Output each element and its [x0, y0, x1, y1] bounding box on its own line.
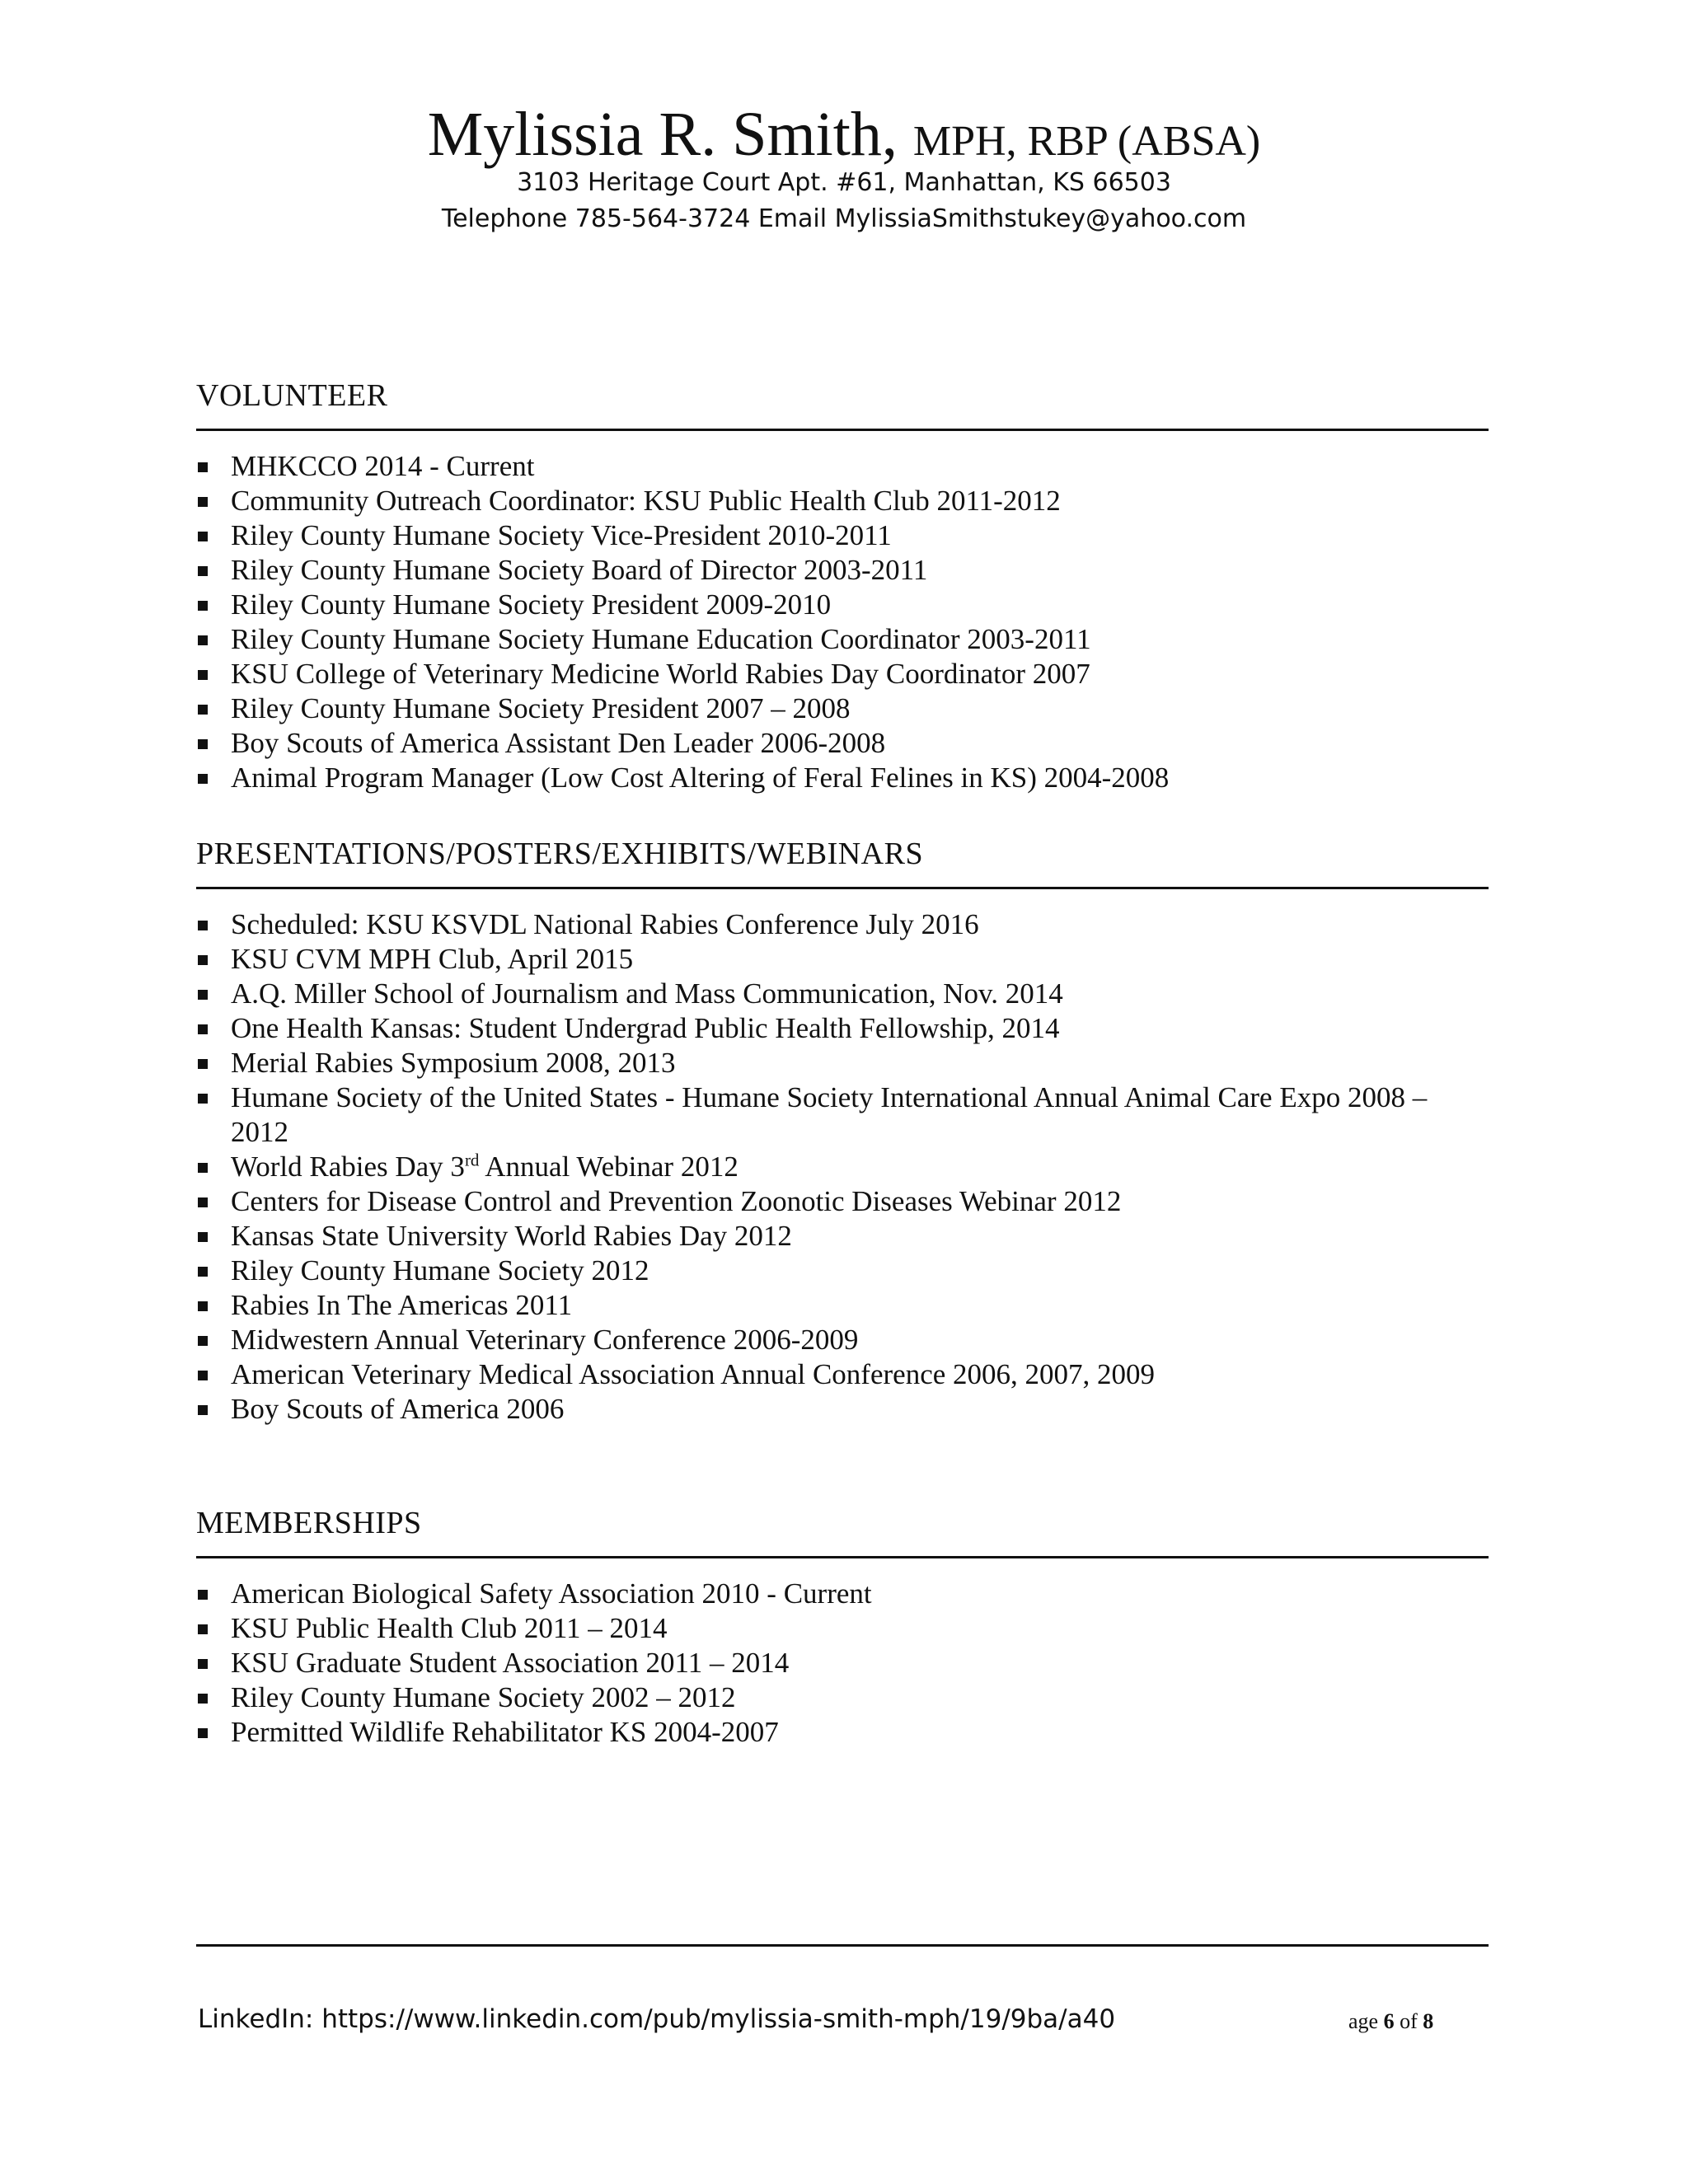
address: 3103 Heritage Court Apt. #61, Manhattan, KS 66503	[517, 168, 1171, 197]
list-item: Permitted Wildlife Rehabilitator KS 2004-2007	[196, 1715, 1489, 1750]
bullet-icon	[198, 1094, 208, 1104]
section-divider	[196, 1556, 1489, 1558]
bullet-icon	[198, 1163, 208, 1173]
bullet-icon	[198, 1624, 208, 1634]
bullet-icon	[198, 705, 208, 715]
bullet-icon	[198, 1659, 208, 1669]
list-item: KSU CVM MPH Club, April 2015	[196, 942, 1489, 977]
list-item: Boy Scouts of America 2006	[196, 1392, 1489, 1427]
list-item: World Rabies Day 3rd Annual Webinar 2012	[196, 1150, 1489, 1184]
bullet-icon	[198, 635, 208, 645]
list-item: Humane Society of the United States - Humane Society International Annual Animal Care Expo 2008 – 2012	[196, 1080, 1489, 1150]
contact-info: Telephone 785-564-3724 Email MylissiaSmithstukey@yahoo.com	[441, 204, 1247, 233]
bullet-icon	[198, 1371, 208, 1380]
list-item: Community Outreach Coordinator: KSU Public Health Club 2011-2012	[196, 484, 1489, 518]
list-item: Boy Scouts of America Assistant Den Leader 2006-2008	[196, 726, 1489, 761]
list-item: American Veterinary Medical Association Annual Conference 2006, 2007, 2009	[196, 1357, 1489, 1392]
presentations-list	[196, 907, 1489, 1427]
list-item: American Biological Safety Association 2010 - Current	[196, 1577, 1489, 1611]
section-memberships	[196, 1503, 1489, 1750]
section-title-memberships: MEMBERSHIPS	[196, 1506, 422, 1540]
bullet-icon	[198, 1197, 208, 1207]
bullet-icon	[198, 955, 208, 965]
candidate-name: Mylissia R. Smith,	[427, 100, 898, 169]
bullet-icon	[198, 532, 208, 541]
list-item: Riley County Humane Society 2002 – 2012	[196, 1680, 1489, 1715]
section-presentations	[196, 834, 1489, 1427]
list-item: One Health Kansas: Student Undergrad Public Health Fellowship, 2014	[196, 1011, 1489, 1046]
list-item: Scheduled: KSU KSVDL National Rabies Conference July 2016	[196, 907, 1489, 942]
bullet-icon	[198, 990, 208, 1000]
list-item: Animal Program Manager (Low Cost Altering of Feral Felines in KS) 2004-2008	[196, 761, 1489, 795]
bullet-icon	[198, 1405, 208, 1415]
list-item: Riley County Humane Society 2012	[196, 1254, 1489, 1288]
bullet-icon	[198, 739, 208, 749]
bullet-icon	[198, 1336, 208, 1346]
section-divider	[196, 887, 1489, 889]
list-item: KSU College of Veterinary Medicine World Rabies Day Coordinator 2007	[196, 657, 1489, 691]
bullet-icon	[198, 921, 208, 930]
section-volunteer	[196, 376, 1489, 795]
bullet-icon	[198, 1694, 208, 1704]
list-item: Riley County Humane Society Humane Education Coordinator 2003-2011	[196, 622, 1489, 657]
list-item: A.Q. Miller School of Journalism and Mass Communication, Nov. 2014	[196, 977, 1489, 1011]
bullet-icon	[198, 774, 208, 784]
list-item: KSU Public Health Club 2011 – 2014	[196, 1611, 1489, 1646]
list-item: Riley County Humane Society Vice-President 2010-2011	[196, 518, 1489, 553]
bullet-icon	[198, 1590, 208, 1600]
bullet-icon	[198, 566, 208, 576]
linkedin-link[interactable]: LinkedIn: https://www.linkedin.com/pub/mylissia-smith-mph/19/9ba/a40	[198, 2004, 1116, 2034]
list-item: KSU Graduate Student Association 2011 – 2014	[196, 1646, 1489, 1680]
volunteer-list	[196, 449, 1489, 795]
list-item: Riley County Humane Society President 2007 – 2008	[196, 691, 1489, 726]
bullet-icon	[198, 1728, 208, 1738]
list-item: Centers for Disease Control and Prevention Zoonotic Diseases Webinar 2012	[196, 1184, 1489, 1219]
list-item: Rabies In The Americas 2011	[196, 1288, 1489, 1323]
bullet-icon	[198, 670, 208, 680]
list-item: Merial Rabies Symposium 2008, 2013	[196, 1046, 1489, 1080]
bullet-icon	[198, 462, 208, 472]
bullet-icon	[198, 1024, 208, 1034]
section-title-presentations: PRESENTATIONS/POSTERS/EXHIBITS/WEBINARS	[196, 837, 924, 871]
bullet-icon	[198, 1059, 208, 1069]
bullet-icon	[198, 497, 208, 507]
footer-divider	[196, 1944, 1489, 1947]
bullet-icon	[198, 601, 208, 611]
list-item: Riley County Humane Society Board of Director 2003-2011	[196, 553, 1489, 588]
list-item: Riley County Humane Society President 2009-2010	[196, 588, 1489, 622]
candidate-credentials: MPH, RBP (ABSA)	[912, 118, 1261, 165]
bullet-icon	[198, 1232, 208, 1242]
section-divider	[196, 429, 1489, 431]
bullet-icon	[198, 1267, 208, 1277]
page-number: age 6 of 8	[1348, 2009, 1434, 2033]
list-item: Kansas State University World Rabies Day 2012	[196, 1219, 1489, 1254]
memberships-list	[196, 1577, 1489, 1750]
section-title-volunteer: VOLUNTEER	[196, 378, 388, 413]
list-item: Midwestern Annual Veterinary Conference 2006-2009	[196, 1323, 1489, 1357]
bullet-icon	[198, 1301, 208, 1311]
list-item: MHKCCO 2014 - Current	[196, 449, 1489, 484]
